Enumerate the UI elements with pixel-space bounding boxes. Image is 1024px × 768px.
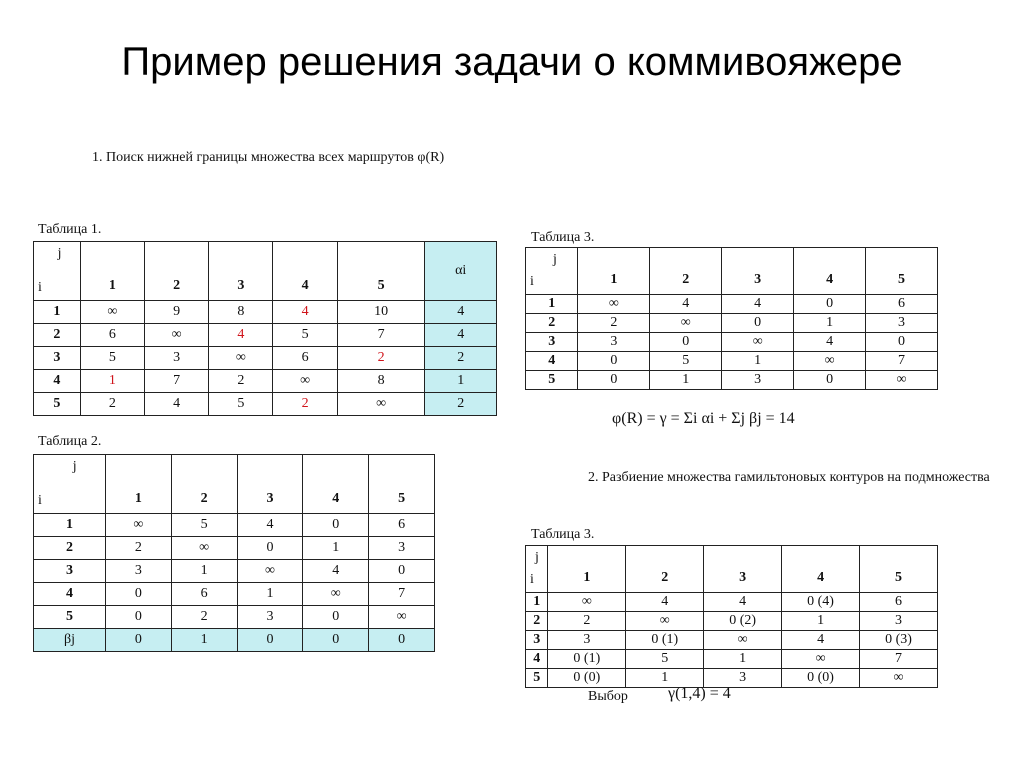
- table-cell: ∞: [548, 593, 626, 612]
- table-cell: 9: [145, 301, 209, 324]
- table-row: [526, 631, 938, 650]
- col-header: 5: [337, 242, 425, 301]
- table-cell: 3: [369, 537, 435, 560]
- step2-heading: 2. Разбиение множества гамильтоновых контуров на подмножества: [588, 470, 990, 485]
- table-cell: 0: [369, 560, 435, 583]
- table-cell: 2: [337, 347, 425, 370]
- alpha-cell: 2: [425, 393, 497, 416]
- row-header: 3: [34, 347, 81, 370]
- table-cell: 6: [273, 347, 337, 370]
- table3a: [525, 247, 938, 390]
- table-cell: 4: [794, 333, 866, 352]
- table-row: [34, 301, 497, 324]
- table-cell: ∞: [722, 333, 794, 352]
- table-cell: 5: [273, 324, 337, 347]
- beta-cell: 0: [303, 629, 369, 652]
- table-cell: 2: [578, 314, 650, 333]
- row-header: 4: [526, 650, 548, 669]
- alpha-cell: 2: [425, 347, 497, 370]
- col-header: 3: [237, 455, 303, 514]
- table-cell: 0 (0): [548, 669, 626, 688]
- row-header: 4: [526, 352, 578, 371]
- table-cell: ∞: [578, 295, 650, 314]
- table-cell: ∞: [80, 301, 144, 324]
- table-cell: 1: [794, 314, 866, 333]
- col-index-label: j: [552, 252, 557, 267]
- beta-label: βj: [34, 629, 106, 652]
- row-header: 2: [34, 537, 106, 560]
- col-header: 5: [860, 546, 938, 593]
- header-row: [526, 248, 938, 295]
- table-cell: 0: [578, 371, 650, 390]
- header-row: [526, 546, 938, 593]
- table-cell: ∞: [209, 347, 273, 370]
- table-cell: 7: [860, 650, 938, 669]
- col-header: 2: [626, 546, 704, 593]
- col-index-label: j: [57, 246, 62, 261]
- table-row: [34, 583, 435, 606]
- table-row: [34, 393, 497, 416]
- row-index-label: i: [530, 572, 534, 587]
- table-cell: 7: [145, 370, 209, 393]
- col-header: 1: [80, 242, 144, 301]
- table-cell: 4: [209, 324, 273, 347]
- table-cell: 6: [860, 593, 938, 612]
- table-cell: 5: [650, 352, 722, 371]
- row-header: 5: [34, 606, 106, 629]
- table-cell: 1: [626, 669, 704, 688]
- col-header: 4: [303, 455, 369, 514]
- table-cell: 2: [548, 612, 626, 631]
- table-cell: 4: [782, 631, 860, 650]
- table-cell: ∞: [369, 606, 435, 629]
- corner-cell: [526, 546, 548, 593]
- row-header: 4: [34, 370, 81, 393]
- table-cell: 3: [548, 631, 626, 650]
- table-cell: 1: [650, 371, 722, 390]
- alpha-cell: 4: [425, 324, 497, 347]
- table-cell: 0 (3): [860, 631, 938, 650]
- col-header: 3: [209, 242, 273, 301]
- table-cell: 0 (4): [782, 593, 860, 612]
- table-cell: 0: [722, 314, 794, 333]
- header-row: [34, 242, 497, 301]
- table3b-caption: Таблица 3.: [531, 527, 595, 542]
- beta-cell: 1: [171, 629, 237, 652]
- table-cell: 0: [794, 295, 866, 314]
- table-cell: 6: [171, 583, 237, 606]
- table-row: [526, 650, 938, 669]
- table-row: [526, 371, 938, 390]
- col-header: 3: [704, 546, 782, 593]
- table-row: [34, 347, 497, 370]
- table-cell: 3: [145, 347, 209, 370]
- table-cell: 4: [704, 593, 782, 612]
- table1-caption: Таблица 1.: [38, 222, 102, 237]
- table-cell: 4: [237, 514, 303, 537]
- table-row: [526, 612, 938, 631]
- table-row: [34, 560, 435, 583]
- table-cell: 1: [171, 560, 237, 583]
- corner-cell: [34, 455, 106, 514]
- col-header: 4: [794, 248, 866, 295]
- row-header: 5: [526, 371, 578, 390]
- table-row: [34, 324, 497, 347]
- row-header: 1: [34, 301, 81, 324]
- col-header: 5: [866, 248, 938, 295]
- corner-cell: [526, 248, 578, 295]
- col-header: 2: [145, 242, 209, 301]
- table-cell: 5: [171, 514, 237, 537]
- beta-cell: 0: [105, 629, 171, 652]
- col-index-label: j: [534, 550, 539, 565]
- table-cell: 2: [171, 606, 237, 629]
- table-cell: 3: [704, 669, 782, 688]
- table-row: [526, 314, 938, 333]
- table-cell: ∞: [171, 537, 237, 560]
- slide-title: Пример решения задачи о коммивояжере: [121, 40, 903, 84]
- table-cell: ∞: [273, 370, 337, 393]
- table-cell: ∞: [782, 650, 860, 669]
- table-cell: 1: [722, 352, 794, 371]
- table-cell: 4: [650, 295, 722, 314]
- table-cell: 8: [337, 370, 425, 393]
- beta-cell: 0: [369, 629, 435, 652]
- table-cell: 4: [626, 593, 704, 612]
- step1-heading: 1. Поиск нижней границы множества всех маршрутов φ(R): [92, 150, 445, 165]
- table-cell: 3: [105, 560, 171, 583]
- table-cell: ∞: [866, 371, 938, 390]
- table-cell: 4: [273, 301, 337, 324]
- table-cell: ∞: [303, 583, 369, 606]
- row-header: 4: [34, 583, 106, 606]
- table-cell: 8: [209, 301, 273, 324]
- table-cell: 6: [80, 324, 144, 347]
- row-header: 1: [526, 593, 548, 612]
- row-index-label: i: [38, 280, 42, 295]
- col-header: 1: [548, 546, 626, 593]
- table-cell: 10: [337, 301, 425, 324]
- table-cell: 0: [303, 514, 369, 537]
- table-cell: ∞: [650, 314, 722, 333]
- table-row: [526, 295, 938, 314]
- table-cell: ∞: [626, 612, 704, 631]
- choice-label: Выбор: [588, 689, 628, 704]
- table-cell: ∞: [794, 352, 866, 371]
- table-cell: 1: [782, 612, 860, 631]
- table-cell: 2: [209, 370, 273, 393]
- table-cell: 0: [303, 606, 369, 629]
- table-cell: 4: [303, 560, 369, 583]
- row-header: 3: [34, 560, 106, 583]
- corner-cell: [34, 242, 81, 301]
- table-row: [526, 352, 938, 371]
- table-cell: 7: [337, 324, 425, 347]
- table-cell: ∞: [704, 631, 782, 650]
- table-cell: 1: [80, 370, 144, 393]
- table-cell: 0: [866, 333, 938, 352]
- table-row: [526, 333, 938, 352]
- table-cell: 3: [860, 612, 938, 631]
- table-row: [34, 537, 435, 560]
- table-cell: 1: [704, 650, 782, 669]
- table-cell: ∞: [105, 514, 171, 537]
- col-header: 1: [578, 248, 650, 295]
- beta-cell: 0: [237, 629, 303, 652]
- table3a-caption: Таблица 3.: [531, 230, 595, 245]
- row-header: 2: [526, 314, 578, 333]
- table-cell: 0 (1): [548, 650, 626, 669]
- table-cell: 4: [145, 393, 209, 416]
- col-header: 4: [273, 242, 337, 301]
- beta-row: [34, 629, 435, 652]
- col-header: 2: [171, 455, 237, 514]
- row-header: 3: [526, 631, 548, 650]
- table-cell: 0: [237, 537, 303, 560]
- table2: [33, 454, 435, 652]
- table-cell: 6: [866, 295, 938, 314]
- table-cell: 3: [866, 314, 938, 333]
- row-header: 5: [526, 669, 548, 688]
- table-cell: 0 (0): [782, 669, 860, 688]
- table-cell: ∞: [237, 560, 303, 583]
- table2-caption: Таблица 2.: [38, 434, 102, 449]
- lower-bound-formula: φ(R) = γ = Σi αi + Σj βj = 14: [612, 410, 795, 427]
- table-cell: 3: [578, 333, 650, 352]
- row-header: 3: [526, 333, 578, 352]
- header-row: [34, 455, 435, 514]
- alpha-header: αi: [425, 242, 497, 301]
- table-cell: 5: [80, 347, 144, 370]
- table-cell: 7: [369, 583, 435, 606]
- table-cell: 0 (2): [704, 612, 782, 631]
- row-index-label: i: [38, 493, 42, 508]
- table-cell: 0: [794, 371, 866, 390]
- table-cell: 5: [209, 393, 273, 416]
- table-cell: 2: [105, 537, 171, 560]
- table-row: [526, 669, 938, 688]
- row-header: 1: [526, 295, 578, 314]
- table-cell: 0: [105, 583, 171, 606]
- table-cell: 4: [722, 295, 794, 314]
- table-cell: ∞: [860, 669, 938, 688]
- table-row: [34, 370, 497, 393]
- row-index-label: i: [530, 274, 534, 289]
- table-cell: 0: [105, 606, 171, 629]
- table-cell: 0: [578, 352, 650, 371]
- table-cell: 1: [237, 583, 303, 606]
- table-cell: 0 (1): [626, 631, 704, 650]
- table-cell: 1: [303, 537, 369, 560]
- table-row: [526, 593, 938, 612]
- table-cell: ∞: [337, 393, 425, 416]
- choice-formula: γ(1,4) = 4: [668, 685, 731, 702]
- table-cell: 3: [722, 371, 794, 390]
- alpha-cell: 4: [425, 301, 497, 324]
- table-cell: 5: [626, 650, 704, 669]
- row-header: 1: [34, 514, 106, 537]
- col-header: 5: [369, 455, 435, 514]
- table-cell: 3: [237, 606, 303, 629]
- row-header: 2: [34, 324, 81, 347]
- table-cell: 2: [80, 393, 144, 416]
- col-header: 2: [650, 248, 722, 295]
- col-header: 4: [782, 546, 860, 593]
- alpha-cell: 1: [425, 370, 497, 393]
- table-row: [34, 514, 435, 537]
- col-header: 1: [105, 455, 171, 514]
- col-header: 3: [722, 248, 794, 295]
- col-index-label: j: [72, 459, 77, 474]
- table-cell: 6: [369, 514, 435, 537]
- table-cell: 7: [866, 352, 938, 371]
- table-cell: 0: [650, 333, 722, 352]
- row-header: 2: [526, 612, 548, 631]
- table-cell: 2: [273, 393, 337, 416]
- table1: [33, 241, 497, 416]
- row-header: 5: [34, 393, 81, 416]
- table-row: [34, 606, 435, 629]
- table3b: [525, 545, 938, 688]
- table-cell: ∞: [145, 324, 209, 347]
